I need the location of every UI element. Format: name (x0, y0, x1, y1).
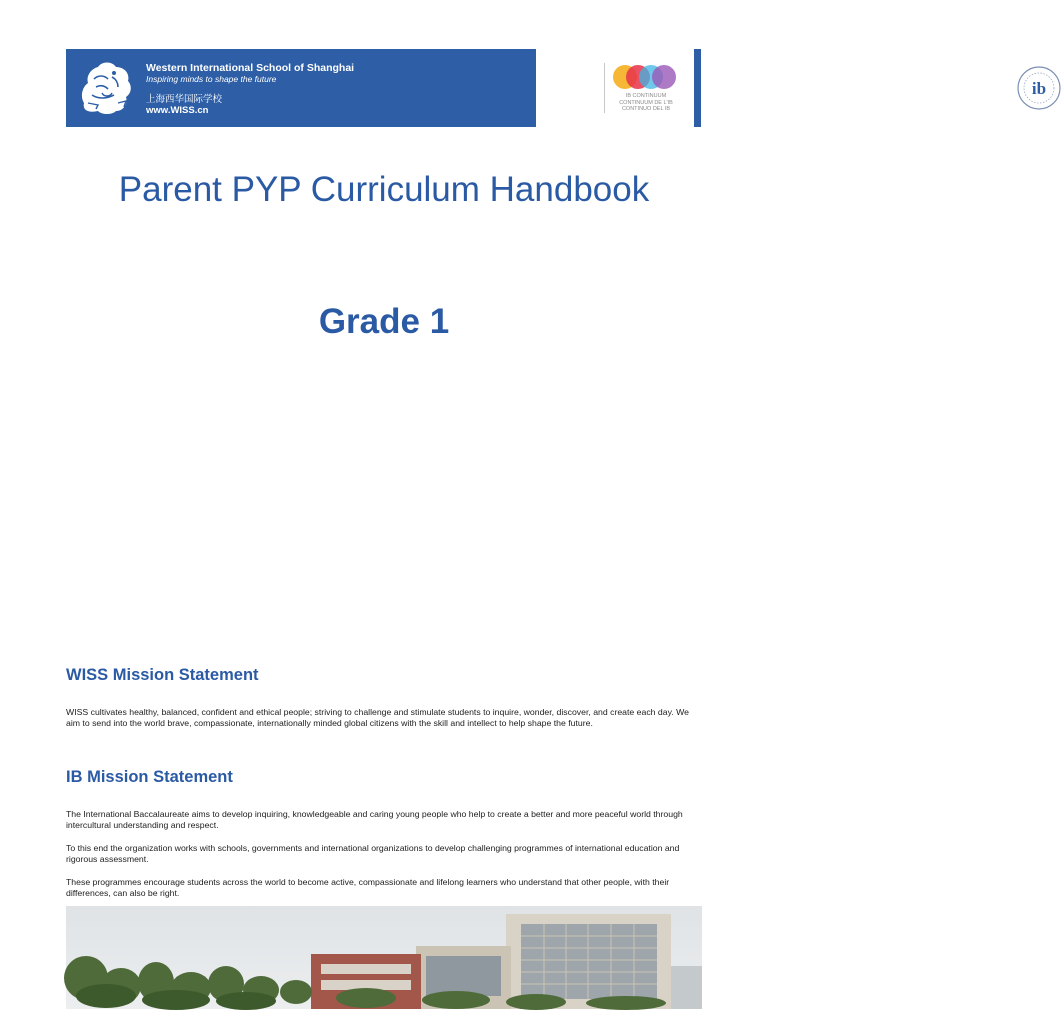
grade-heading: Grade 1 (318, 302, 450, 341)
wiss-mission-heading: WISS Mission Statement (66, 666, 259, 684)
ib-continuum-caption (614, 93, 678, 113)
campus-photo (66, 906, 702, 1009)
school-website[interactable]: www.WISS.cn (146, 105, 209, 116)
school-name: Western International School of Shanghai (146, 62, 355, 74)
logo-divider (604, 63, 605, 113)
ib-mission-paragraph-1: The International Baccalaureate aims to develop inquiring, knowledgeable and caring young people who help to create a better and more peaceful world through intercultural understanding and respect. (66, 809, 683, 831)
continuum-line-fr: CONTINUUM DE L'IB (619, 99, 673, 106)
ib-continuum-circles-icon (612, 64, 678, 90)
ib-mission-heading: IB Mission Statement (66, 768, 233, 786)
svg-text:ib: ib (1031, 79, 1047, 98)
lion-crest-logo (74, 57, 138, 119)
continuum-line-en: IB CONTINUUM (625, 93, 667, 99)
ib-logo-icon (1016, 65, 1062, 111)
wiss-mission-text: WISS cultivates healthy, balanced, confident and ethical people; striving to challenge and stimulate students to inquire, wonder, discover, and create each day. We aim to send into the world brave, compassionate, internationally minded global citizens with the skill and intellect to help shape the future. (66, 707, 689, 729)
campus-illustration (66, 906, 702, 1009)
school-branding-panel (66, 49, 536, 127)
ib-mission-paragraph-3: These programmes encourage students across the world to become active, compassionate and lifelong learners who understand that other people, with their differences, can also be right. (66, 877, 670, 899)
school-tagline: Inspiring minds to shape the future (146, 74, 277, 84)
ib-mission-paragraph-2: To this end the organization works with schools, governments and international organizations to develop challenging programmes of international education and rigorous assessment. (66, 843, 680, 865)
header-banner (66, 49, 1047, 127)
banner-edge-stripe (694, 49, 701, 127)
document-title: Parent PYP Curriculum Handbook (118, 170, 650, 209)
continuum-line-es: CONTINUO DEL IB (621, 106, 671, 113)
ib-branding-panel (536, 49, 1047, 127)
school-chinese-name: 上海西华国际学校 (146, 94, 223, 105)
